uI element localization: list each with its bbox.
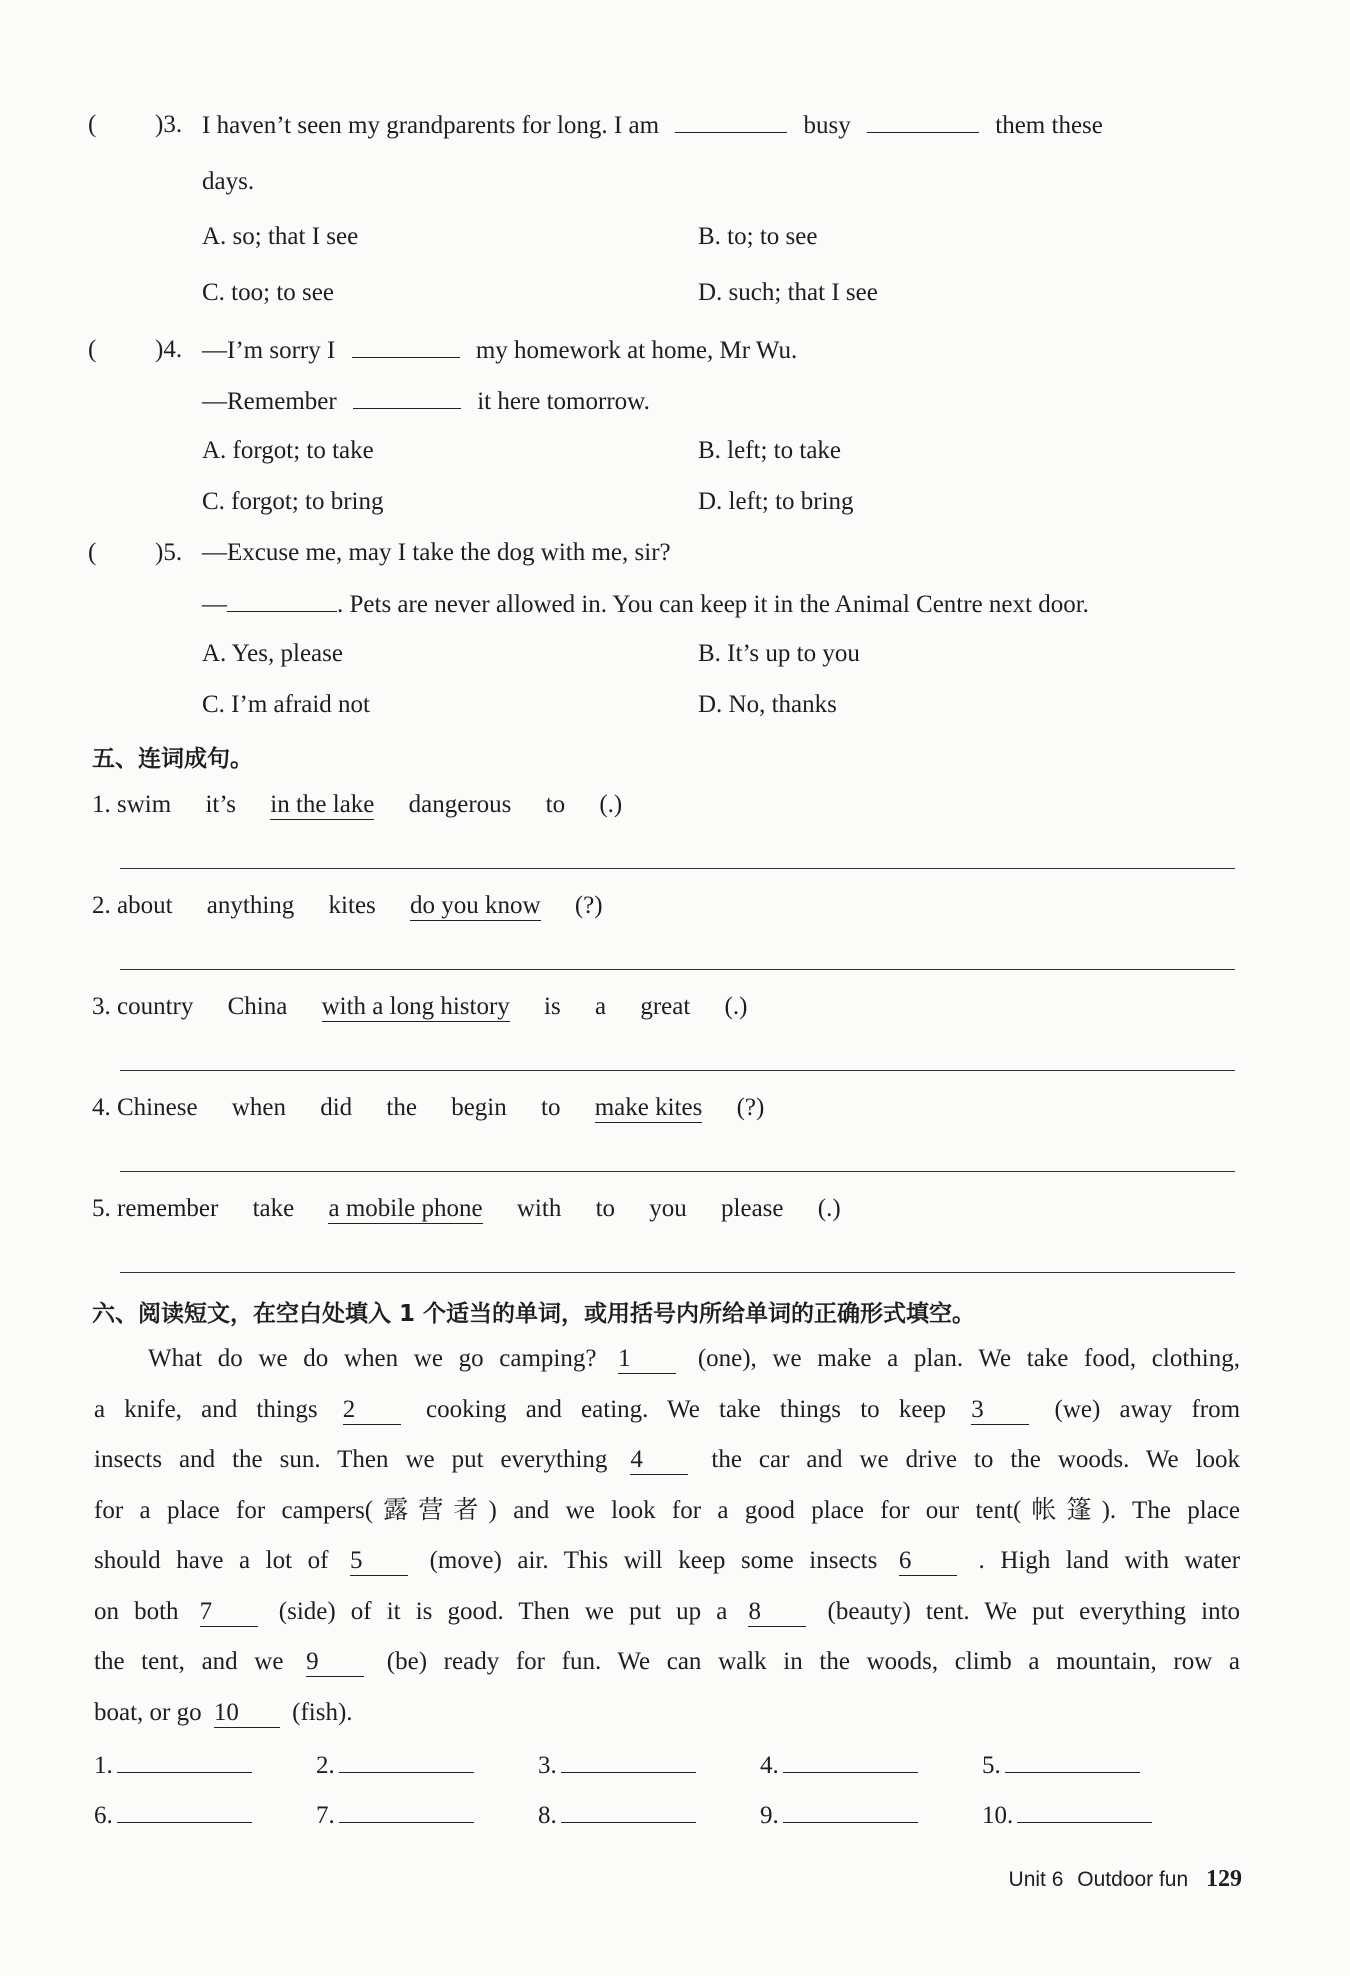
passage-text: (side) of it is good. Then we put up a	[278, 1597, 728, 1625]
q3-number: )3.	[155, 111, 183, 138]
q4-line2-a: —Remember	[202, 388, 337, 415]
q3-blank-1[interactable]	[675, 108, 787, 133]
q4-option-b[interactable]: B. left; to take	[698, 437, 842, 464]
answer-item	[760, 1798, 918, 1833]
s5-item-1	[92, 788, 622, 822]
s5-answer-line-4[interactable]	[120, 1171, 1235, 1172]
word: (.)	[817, 1195, 841, 1222]
passage-line	[94, 1334, 1240, 1385]
s5-answer-line-1[interactable]	[120, 868, 1235, 869]
answer-blank[interactable]	[339, 1748, 474, 1773]
word: to	[545, 791, 566, 818]
section5-title: 五、连词成句。	[92, 746, 253, 772]
q5-line2-a: —	[202, 591, 227, 618]
word: it’s	[205, 791, 237, 818]
q3-stem-a: I haven’t seen my grandparents for long. I am	[202, 112, 660, 139]
passage-text: (be) ready for fun. We can walk in the woods, climb a mountain, row a	[386, 1648, 1241, 1675]
s5-item-4	[92, 1091, 764, 1125]
q4-option-a[interactable]: A. forgot; to take	[202, 437, 374, 464]
passage-text: (beauty) tent. We put everything into	[827, 1597, 1241, 1625]
answer-blank[interactable]	[561, 1798, 696, 1823]
word: is	[544, 993, 561, 1020]
word: great	[640, 993, 691, 1020]
word: anything	[206, 892, 295, 919]
answer-blank[interactable]	[561, 1748, 696, 1773]
word: (.)	[599, 791, 623, 818]
passage-text: for a place for campers(露营者) and we look for a good place for our tent(帐篷). The place	[94, 1496, 1240, 1524]
word: (?)	[736, 1094, 765, 1121]
word: with	[516, 1195, 562, 1222]
passage-blank[interactable]: 10	[214, 1699, 280, 1728]
reading-passage	[94, 1334, 1240, 1738]
passage-line	[94, 1486, 1240, 1537]
q3-option-d[interactable]: D. such; that I see	[698, 279, 878, 306]
passage-blank[interactable]: 4	[630, 1446, 688, 1475]
page-footer	[1009, 1866, 1242, 1893]
answer-label: 7.	[316, 1802, 335, 1829]
passage-line	[94, 1637, 1240, 1688]
word: to	[595, 1195, 616, 1222]
word: did	[320, 1094, 353, 1121]
passage-blank[interactable]: 7	[200, 1598, 258, 1627]
passage-text: (one), we make a plan. We take food, clothing,	[697, 1345, 1240, 1372]
q4-paren: (	[88, 336, 97, 363]
footer-topic: Outdoor fun	[1077, 1868, 1189, 1891]
word: the	[386, 1094, 417, 1121]
answer-label: 2.	[316, 1752, 335, 1779]
word: kites	[328, 892, 376, 919]
word: (?)	[574, 892, 603, 919]
s5-answer-line-2[interactable]	[120, 969, 1235, 970]
answer-item	[94, 1798, 252, 1833]
answer-item	[316, 1798, 474, 1833]
q3-stem-c: them these	[995, 112, 1103, 139]
word: begin	[451, 1094, 507, 1121]
passage-blank[interactable]: 6	[899, 1547, 957, 1576]
q3-stem-cont: days.	[202, 168, 255, 195]
answer-label: 1.	[94, 1752, 113, 1779]
s5-answer-line-3[interactable]	[120, 1070, 1235, 1071]
q5-paren: (	[88, 539, 97, 566]
q5-option-b[interactable]: B. It’s up to you	[698, 640, 860, 667]
passage-text: boat, or go	[94, 1698, 202, 1726]
passage-blank[interactable]: 9	[306, 1648, 364, 1677]
passage-line	[94, 1688, 1240, 1739]
q5-option-c[interactable]: C. I’m afraid not	[202, 691, 371, 718]
passage-text: insects and the sun. Then we put everything	[94, 1446, 608, 1473]
q3-option-b[interactable]: B. to; to see	[698, 223, 818, 250]
answer-blank[interactable]	[117, 1798, 252, 1823]
word: when	[231, 1094, 286, 1121]
passage-line	[94, 1435, 1240, 1486]
answer-item	[760, 1748, 918, 1783]
answer-item	[316, 1748, 474, 1783]
q3-option-c[interactable]: C. too; to see	[202, 279, 334, 306]
q4-stem-a: —I’m sorry I	[202, 337, 336, 364]
answer-blank[interactable]	[117, 1748, 252, 1773]
word: you	[649, 1195, 687, 1222]
answer-blank[interactable]	[339, 1798, 474, 1823]
q5-option-a[interactable]: A. Yes, please	[202, 640, 343, 667]
q4-blank-1[interactable]	[352, 333, 460, 358]
word: 5. remember	[92, 1195, 219, 1222]
answer-blank[interactable]	[1005, 1748, 1140, 1773]
q3-paren: (	[88, 111, 97, 138]
passage-blank[interactable]: 1	[618, 1345, 676, 1374]
answer-item	[982, 1748, 1140, 1783]
answer-label: 8.	[538, 1802, 557, 1829]
passage-blank[interactable]: 3	[971, 1396, 1029, 1425]
passage-text: cooking and eating. We take things to keep	[426, 1395, 947, 1423]
word: (.)	[724, 993, 748, 1020]
q4-blank-2[interactable]	[353, 384, 461, 409]
answer-label: 3.	[538, 1752, 557, 1779]
passage-text: on both	[94, 1597, 179, 1625]
passage-text: (move) air. This will keep some insects	[429, 1547, 878, 1574]
word: 4. Chinese	[92, 1094, 198, 1121]
q5-option-d[interactable]: D. No, thanks	[698, 691, 837, 718]
q4-line2-b: it here tomorrow.	[477, 388, 650, 415]
word-underlined: a mobile phone	[328, 1195, 483, 1222]
s5-item-2	[92, 889, 603, 923]
passage-text: should have a lot of	[94, 1547, 329, 1574]
passage-blank[interactable]: 8	[748, 1598, 806, 1627]
q3-stem	[202, 108, 1103, 143]
word-underlined: do you know	[410, 892, 541, 919]
q5-stem: —Excuse me, may I take the dog with me, sir?	[202, 539, 671, 566]
word: a	[594, 993, 607, 1020]
q4-option-c[interactable]: C. forgot; to bring	[202, 488, 384, 515]
answer-blank[interactable]	[783, 1798, 918, 1823]
passage-line	[94, 1587, 1240, 1638]
word: dangerous	[408, 791, 512, 818]
answer-item	[538, 1798, 696, 1833]
s5-item-3	[92, 990, 747, 1024]
word-underlined: with a long history	[321, 993, 510, 1020]
q5-line2-b: . Pets are never allowed in. You can keep it in the Animal Centre next door.	[337, 591, 1089, 618]
q5-line2	[202, 587, 1089, 622]
q4-stem	[202, 333, 797, 368]
word-underlined: make kites	[594, 1094, 703, 1121]
answer-label: 5.	[982, 1752, 1001, 1779]
q5-number: )5.	[155, 539, 183, 566]
answer-blank[interactable]	[1017, 1798, 1152, 1823]
passage-text: the tent, and we	[94, 1648, 284, 1675]
q3-option-a[interactable]: A. so; that I see	[202, 223, 359, 250]
passage-text: . High land with water	[978, 1547, 1241, 1574]
word: 1. swim	[92, 791, 172, 818]
passage-text: (fish).	[292, 1698, 353, 1726]
s5-answer-line-5[interactable]	[120, 1272, 1235, 1273]
answer-label: 9.	[760, 1802, 779, 1829]
footer-unit: Unit 6	[1008, 1868, 1064, 1891]
page-number: 129	[1206, 1866, 1242, 1892]
answer-label: 6.	[94, 1802, 113, 1829]
passage-blank[interactable]: 2	[343, 1396, 401, 1425]
passage-line	[94, 1385, 1240, 1436]
word: take	[252, 1195, 295, 1222]
answer-item	[538, 1748, 696, 1783]
word: please	[721, 1195, 784, 1222]
word: 2. about	[92, 892, 173, 919]
q4-option-d[interactable]: D. left; to bring	[698, 488, 854, 515]
passage-text: the car and we drive to the woods. We look	[711, 1446, 1241, 1473]
passage-text: What do we do when we go camping?	[148, 1345, 597, 1372]
section6-title: 六、阅读短文，在空白处填入 1 个适当的单词，或用括号内所给单词的正确形式填空。	[92, 1301, 976, 1327]
answer-item	[94, 1748, 252, 1783]
word: China	[227, 993, 288, 1020]
passage-text: a knife, and things	[94, 1395, 318, 1423]
q4-line2	[202, 384, 650, 419]
answer-label: 4.	[760, 1752, 779, 1779]
passage-blank[interactable]: 5	[350, 1547, 408, 1576]
passage-text: (we) away from	[1054, 1395, 1241, 1423]
q3-blank-2[interactable]	[867, 108, 979, 133]
q3-stem-b: busy	[803, 112, 851, 139]
word: to	[541, 1094, 561, 1121]
q4-stem-b: my homework at home, Mr Wu.	[475, 337, 798, 364]
passage-line	[94, 1536, 1240, 1587]
answer-label: 10.	[982, 1802, 1014, 1829]
s5-item-5	[92, 1192, 841, 1226]
word: 3. country	[92, 993, 194, 1020]
q4-number: )4.	[155, 336, 183, 363]
answer-blank[interactable]	[783, 1748, 918, 1773]
answer-item	[982, 1798, 1152, 1833]
q5-blank[interactable]	[227, 587, 337, 612]
word-underlined: in the lake	[270, 791, 375, 818]
